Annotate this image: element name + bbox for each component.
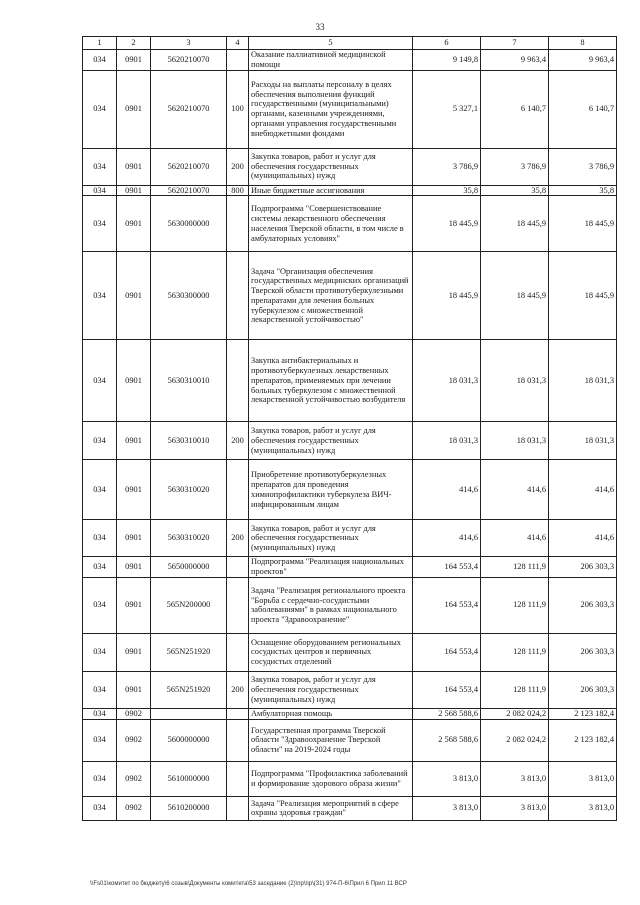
table-row — [83, 796, 617, 820]
cell-amount-col7: 6 140,7 — [481, 70, 549, 148]
cell-expense-type: 200 — [227, 671, 249, 708]
cell-amount-col6: 164 553,4 — [413, 633, 481, 671]
table-row — [83, 761, 617, 796]
cell-target-article: 5630300000 — [151, 252, 227, 340]
table-row — [83, 708, 617, 719]
cell-amount-col8: 18 031,3 — [549, 422, 617, 460]
cell-amount-col7: 128 111,9 — [481, 671, 549, 708]
table-row — [83, 577, 617, 633]
cell-department-code: 034 — [83, 460, 117, 520]
cell-description: Подпрограмма "Совершенствование системы лекарственного обеспечения населения Тверской области, в том числе в амбулаторных условиях" — [249, 196, 413, 252]
cell-amount-col6: 18 031,3 — [413, 340, 481, 422]
cell-amount-col8: 414,6 — [549, 460, 617, 520]
cell-amount-col6: 18 031,3 — [413, 422, 481, 460]
cell-amount-col6: 3 813,0 — [413, 796, 481, 820]
cell-department-code: 034 — [83, 520, 117, 557]
cell-department-code: 034 — [83, 70, 117, 148]
cell-amount-col7: 18 445,9 — [481, 196, 549, 252]
cell-expense-type — [227, 340, 249, 422]
cell-description: Задача "Реализация мероприятий в сфере охраны здоровья граждан" — [249, 796, 413, 820]
cell-amount-col7: 3 813,0 — [481, 796, 549, 820]
table-row — [83, 252, 617, 340]
cell-amount-col7: 18 445,9 — [481, 252, 549, 340]
cell-amount-col8: 206 303,3 — [549, 633, 617, 671]
cell-target-article: 5630310010 — [151, 340, 227, 422]
cell-amount-col6: 164 553,4 — [413, 577, 481, 633]
cell-description: Подпрограмма "Профилактика заболеваний и формирование здорового образа жизни" — [249, 761, 413, 796]
cell-expense-type — [227, 796, 249, 820]
table-row — [83, 520, 617, 557]
cell-description: Закупка товаров, работ и услуг для обеспечения государственных (муниципальных) нужд — [249, 148, 413, 185]
cell-amount-col8: 6 140,7 — [549, 70, 617, 148]
cell-department-code: 034 — [83, 633, 117, 671]
cell-section-code: 0901 — [117, 252, 151, 340]
cell-department-code: 034 — [83, 185, 117, 196]
column-header: 7 — [481, 37, 549, 50]
table-row — [83, 148, 617, 185]
cell-target-article: 565N251920 — [151, 633, 227, 671]
budget-table — [82, 36, 617, 821]
cell-amount-col7: 128 111,9 — [481, 633, 549, 671]
cell-amount-col7: 3 813,0 — [481, 761, 549, 796]
cell-description: Амбулаторная помощь — [249, 708, 413, 719]
cell-target-article: 5630000000 — [151, 196, 227, 252]
cell-expense-type — [227, 460, 249, 520]
cell-amount-col6: 2 568 588,6 — [413, 708, 481, 719]
cell-description: Приобретение противотуберкулезных препаратов для проведения химиопрофилактики туберкулеза ВИЧ-инфицированным лицам — [249, 460, 413, 520]
cell-department-code: 034 — [83, 340, 117, 422]
cell-target-article: 5630310020 — [151, 460, 227, 520]
cell-description: Закупка товаров, работ и услуг для обеспечения государственных (муниципальных) нужд — [249, 422, 413, 460]
cell-amount-col8: 414,6 — [549, 520, 617, 557]
cell-expense-type — [227, 761, 249, 796]
cell-target-article: 5630310020 — [151, 520, 227, 557]
cell-amount-col7: 3 786,9 — [481, 148, 549, 185]
cell-amount-col8: 2 123 182,4 — [549, 719, 617, 761]
cell-department-code: 034 — [83, 252, 117, 340]
table-row — [83, 557, 617, 578]
cell-expense-type — [227, 557, 249, 578]
cell-amount-col8: 206 303,3 — [549, 671, 617, 708]
cell-target-article: 5600000000 — [151, 719, 227, 761]
cell-section-code: 0901 — [117, 577, 151, 633]
cell-amount-col7: 128 111,9 — [481, 577, 549, 633]
cell-amount-col7: 18 031,3 — [481, 340, 549, 422]
column-header: 4 — [227, 37, 249, 50]
table-row — [83, 719, 617, 761]
cell-department-code: 034 — [83, 196, 117, 252]
cell-expense-type — [227, 50, 249, 71]
cell-description: Расходы на выплаты персоналу в целях обеспечения выполнения функций государственными (муниципальными) органами, казенными учреждениями, органами управления государственными внебюджетными фондами — [249, 70, 413, 148]
cell-section-code: 0901 — [117, 460, 151, 520]
column-header: 1 — [83, 37, 117, 50]
table-row — [83, 185, 617, 196]
cell-amount-col6: 414,6 — [413, 520, 481, 557]
cell-target-article: 5610200000 — [151, 796, 227, 820]
cell-amount-col7: 414,6 — [481, 460, 549, 520]
cell-amount-col8: 18 445,9 — [549, 196, 617, 252]
cell-description: Государственная программа Тверской области "Здравоохранение Тверской области" на 2019-2024 годы — [249, 719, 413, 761]
cell-amount-col6: 414,6 — [413, 460, 481, 520]
cell-expense-type — [227, 252, 249, 340]
column-header: 3 — [151, 37, 227, 50]
column-header: 6 — [413, 37, 481, 50]
cell-amount-col6: 35,8 — [413, 185, 481, 196]
cell-section-code: 0901 — [117, 557, 151, 578]
cell-expense-type — [227, 196, 249, 252]
cell-department-code: 034 — [83, 557, 117, 578]
cell-section-code: 0901 — [117, 148, 151, 185]
cell-expense-type — [227, 719, 249, 761]
table-row — [83, 340, 617, 422]
cell-department-code: 034 — [83, 708, 117, 719]
cell-target-article — [151, 708, 227, 719]
cell-section-code: 0901 — [117, 185, 151, 196]
cell-description: Закупка товаров, работ и услуг для обеспечения государственных (муниципальных) нужд — [249, 520, 413, 557]
cell-amount-col6: 18 445,9 — [413, 252, 481, 340]
cell-amount-col6: 3 786,9 — [413, 148, 481, 185]
cell-amount-col6: 164 553,4 — [413, 557, 481, 578]
cell-amount-col6: 3 813,0 — [413, 761, 481, 796]
cell-description: Подпрограмма "Реализация национальных проектов" — [249, 557, 413, 578]
cell-department-code: 034 — [83, 719, 117, 761]
cell-section-code: 0901 — [117, 70, 151, 148]
cell-amount-col6: 164 553,4 — [413, 671, 481, 708]
cell-expense-type: 800 — [227, 185, 249, 196]
cell-section-code: 0902 — [117, 708, 151, 719]
cell-expense-type — [227, 708, 249, 719]
cell-target-article: 5620210070 — [151, 185, 227, 196]
cell-target-article: 5610000000 — [151, 761, 227, 796]
column-header: 5 — [249, 37, 413, 50]
cell-amount-col7: 35,8 — [481, 185, 549, 196]
cell-amount-col7: 2 082 024,2 — [481, 719, 549, 761]
page-number: 33 — [315, 22, 325, 32]
cell-description: Закупка антибактериальных и противотуберкулезных лекарственных препаратов, применяемых при лечении больных туберкулезом с множественной лекарственной устойчивостью возбудителя — [249, 340, 413, 422]
cell-target-article: 5620210070 — [151, 148, 227, 185]
cell-expense-type: 200 — [227, 422, 249, 460]
cell-amount-col7: 128 111,9 — [481, 557, 549, 578]
cell-amount-col6: 2 568 588,6 — [413, 719, 481, 761]
cell-amount-col8: 3 813,0 — [549, 761, 617, 796]
cell-amount-col8: 9 963,4 — [549, 50, 617, 71]
cell-section-code: 0901 — [117, 633, 151, 671]
cell-department-code: 034 — [83, 50, 117, 71]
table-row — [83, 671, 617, 708]
cell-amount-col8: 18 445,9 — [549, 252, 617, 340]
cell-section-code: 0902 — [117, 796, 151, 820]
cell-description: Иные бюджетные ассигнования — [249, 185, 413, 196]
cell-amount-col7: 9 963,4 — [481, 50, 549, 71]
cell-department-code: 034 — [83, 761, 117, 796]
cell-section-code: 0901 — [117, 340, 151, 422]
cell-section-code: 0901 — [117, 196, 151, 252]
cell-amount-col7: 18 031,3 — [481, 422, 549, 460]
cell-expense-type: 200 — [227, 520, 249, 557]
cell-target-article: 5650000000 — [151, 557, 227, 578]
cell-target-article: 5620210070 — [151, 50, 227, 71]
table-row — [83, 460, 617, 520]
cell-description: Оснащение оборудованием региональных сосудистых центров и первичных сосудистых отделений — [249, 633, 413, 671]
cell-amount-col8: 206 303,3 — [549, 577, 617, 633]
cell-amount-col8: 35,8 — [549, 185, 617, 196]
cell-target-article: 565N200000 — [151, 577, 227, 633]
cell-amount-col6: 9 149,8 — [413, 50, 481, 71]
table-header-row — [83, 37, 617, 50]
cell-amount-col6: 18 445,9 — [413, 196, 481, 252]
cell-section-code: 0901 — [117, 520, 151, 557]
cell-amount-col8: 18 031,3 — [549, 340, 617, 422]
table-row — [83, 70, 617, 148]
cell-description: Задача "Организация обеспечения государственных медицинских организаций Тверской области противотуберкулезными препаратами для лечения больных туберкулезом с множественной лекарственной устойчивостью" — [249, 252, 413, 340]
cell-department-code: 034 — [83, 796, 117, 820]
cell-target-article: 5630310010 — [151, 422, 227, 460]
table-row — [83, 422, 617, 460]
cell-target-article: 5620210070 — [151, 70, 227, 148]
table-row — [83, 50, 617, 71]
table-row — [83, 633, 617, 671]
cell-description: Оказание паллиативной медицинской помощи — [249, 50, 413, 71]
cell-expense-type — [227, 633, 249, 671]
cell-section-code: 0902 — [117, 761, 151, 796]
cell-section-code: 0901 — [117, 50, 151, 71]
column-header: 2 — [117, 37, 151, 50]
cell-amount-col8: 3 813,0 — [549, 796, 617, 820]
cell-description: Закупка товаров, работ и услуг для обеспечения государственных (муниципальных) нужд — [249, 671, 413, 708]
cell-department-code: 034 — [83, 577, 117, 633]
cell-amount-col7: 414,6 — [481, 520, 549, 557]
cell-department-code: 034 — [83, 422, 117, 460]
cell-section-code: 0901 — [117, 422, 151, 460]
cell-description: Задача "Реализация регионального проекта "Борьба с сердечно-сосудистыми заболеваниями" в рамках национального проекта "Здравоохранение" — [249, 577, 413, 633]
cell-amount-col6: 5 327,1 — [413, 70, 481, 148]
cell-department-code: 034 — [83, 671, 117, 708]
file-path-footer: \\Fs01\комитет по бюджету\6 созыв\Документы комитета\53 заседание (2)\пр\пр\(31) 974-П-6\Прил 6 Прил 11 ВСР — [90, 881, 407, 887]
cell-expense-type: 100 — [227, 70, 249, 148]
cell-department-code: 034 — [83, 148, 117, 185]
cell-amount-col8: 2 123 182,4 — [549, 708, 617, 719]
cell-section-code: 0901 — [117, 671, 151, 708]
cell-section-code: 0902 — [117, 719, 151, 761]
cell-target-article: 565N251920 — [151, 671, 227, 708]
table-row — [83, 196, 617, 252]
cell-amount-col7: 2 082 024,2 — [481, 708, 549, 719]
cell-amount-col8: 206 303,3 — [549, 557, 617, 578]
column-header: 8 — [549, 37, 617, 50]
cell-expense-type — [227, 577, 249, 633]
cell-amount-col8: 3 786,9 — [549, 148, 617, 185]
cell-expense-type: 200 — [227, 148, 249, 185]
